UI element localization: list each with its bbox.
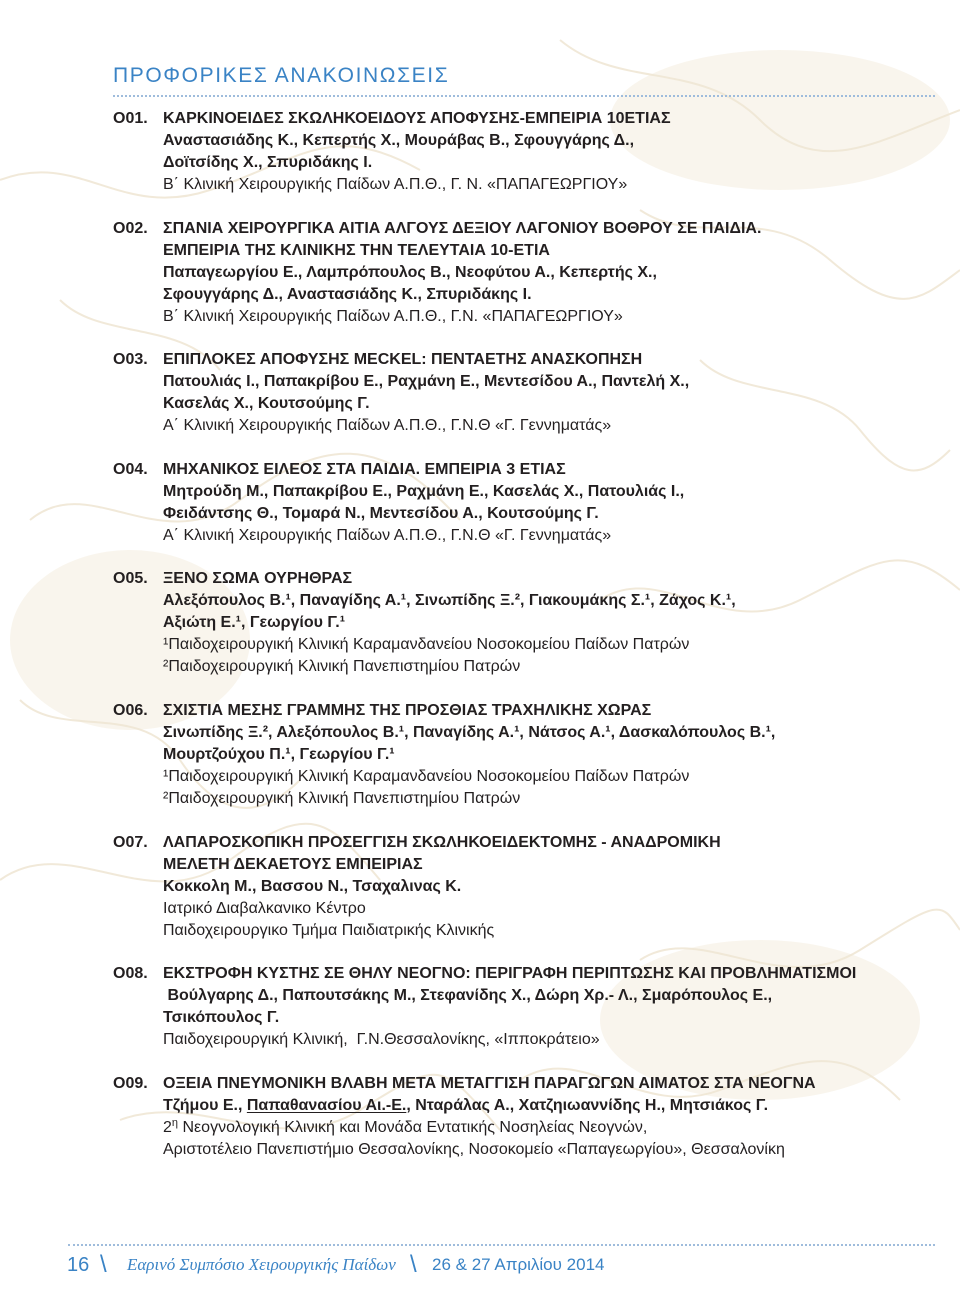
text-segment: Τζήμου Ε., (163, 1096, 247, 1114)
author-line: Αξιώτη Ε.¹, Γεωργίου Γ.¹ (163, 614, 346, 632)
author-line: Φειδάντσης Θ., Τομαρά Ν., Μεντεσίδου Α., Κουτσούμης Γ. (163, 504, 599, 522)
abstract-entry (113, 218, 943, 328)
abstract-entry (113, 349, 943, 437)
abstract-body (163, 108, 943, 196)
abstract-body (163, 349, 943, 437)
header-dotted-rule (113, 95, 935, 97)
section-title: ΠΡΟΦΟΡΙΚΕΣ ΑΝΑΚΟΙΝΩΣΕΙΣ (113, 64, 450, 87)
abstract-title-line: ΜΗΧΑΝΙΚΟΣ ΕΙΛΕΟΣ ΣΤΑ ΠΑΙΔΙΑ. ΕΜΠΕΙΡΙΑ 3 ΕΤΙΑΣ (163, 460, 566, 478)
event-dates: 26 & 27 Απριλίου 2014 (432, 1255, 605, 1274)
author-line: Δοϊτσίδης Χ., Σπυριδάκης Ι. (163, 154, 373, 171)
author-line: Κοκκολη Μ., Βασσου Ν., Τσαχαλινας Κ. (163, 877, 462, 895)
affiliation-line: Ιατρικό Διαβαλκανικο Κέντρο (163, 899, 366, 917)
abstract-body (163, 568, 943, 678)
author-line (163, 1095, 943, 1117)
affiliation-line: Παιδοχειρουργικο Τμήμα Παιδιατρικής Κλινικής (163, 921, 495, 939)
abstract-title-line: ΣΠΑΝΙΑ ΧΕΙΡΟΥΡΓΙΚΑ ΑΙΤΙΑ ΑΛΓΟΥΣ ΔΕΞΙΟΥ ΛΑΓΟΝΙΟΥ ΒΟΘΡΟΥ ΣΕ ΠΑΙΔΙΑ. (163, 219, 762, 237)
abstract-body (163, 218, 943, 328)
abstract-entry (113, 1073, 943, 1161)
abstract-title-line: ΕΚΣΤΡΟΦΗ ΚΥΣΤΗΣ ΣΕ ΘΗΛΥ ΝΕΟΓΝΟ: ΠΕΡΙΓΡΑΦΗ ΠΕΡΙΠΤΩΣΗΣ ΚΑΙ ΠΡΟΒΛΗΜΑΤΙΣΜΟΙ (163, 965, 857, 983)
affiliation-line (163, 1117, 943, 1139)
abstract-entry (113, 963, 943, 1051)
text-segment: Νεογνολογική Κλινική και Μονάδα Εντατικής Νοσηλείας Νεογνών, (178, 1118, 648, 1136)
abstract-code: O03. (113, 351, 148, 369)
author-line: Βούλγαρης Δ., Παπουτσάκης Μ., Στεφανίδης Χ., Δώρη Χρ.- Λ., Σμαρόπουλος Ε., (163, 987, 773, 1005)
author-line: Παπαγεωργίου Ε., Λαμπρόπουλος Β., Νεοφύτου Α., Κεπερτής Χ., (163, 263, 657, 281)
abstract-body (163, 700, 943, 810)
abstract-body (163, 963, 943, 1051)
abstract-entry (113, 568, 943, 678)
abstract-entry (113, 700, 943, 810)
author-line: Μητρούδη Μ., Παπακρίβου Ε., Ραχμάνη Ε., Κασελάς Χ., Πατουλιάς Ι., (163, 482, 685, 500)
abstract-body (163, 1073, 943, 1161)
abstract-code: O02. (113, 219, 148, 237)
affiliation-line: ²Παιδοχειρουργική Κλινική Πανεπιστημίου Πατρών (163, 658, 521, 676)
affiliation-line: ¹Παιδοχειρουργική Κλινική Καραμανδανείου Νοσοκομείου Παίδων Πατρών (163, 636, 690, 654)
abstract-title-line: ΜΕΛΕΤΗ ΔΕΚΑΕΤΟΥΣ ΕΜΠΕΙΡΙΑΣ (163, 855, 423, 873)
affiliation-line: Παιδοχειρουργική Κλινική, Γ.Ν.Θεσσαλονίκης, «Ιπποκράτειο» (163, 1031, 600, 1049)
footer-separator: \ (410, 1251, 417, 1278)
superscript-text: η (171, 1116, 179, 1129)
author-line: Σφουγγάρης Δ., Αναστασιάδης Κ., Σπυριδάκης Ι. (163, 285, 532, 303)
author-line: Αλεξόπουλος Β.¹, Παναγίδης Α.¹, Σινωπίδης Ξ.², Γιακουμάκης Σ.¹, Ζάχος Κ.¹, (163, 592, 736, 610)
abstract-code: O05. (113, 570, 148, 588)
abstract-entry (113, 108, 943, 196)
author-line: Σινωπίδης Ξ.², Αλεξόπουλος Β.¹, Παναγίδης Α.¹, Νάτσος Α.¹, Δασκαλόπουλος Β.¹, (163, 723, 776, 741)
abstract-title-line: ΣΧΙΣΤΙΑ ΜΕΣΗΣ ΓΡΑΜΜΗΣ ΤΗΣ ΠΡΟΣΘΙΑΣ ΤΡΑΧΗΛΙΚΗΣ ΧΩΡΑΣ (163, 701, 652, 719)
affiliation-line: Α΄ Κλινική Χειρουργικής Παίδων Α.Π.Θ., Γ.Ν.Θ «Γ. Γεννηματάς» (163, 526, 612, 544)
author-line: Κασελάς Χ., Κουτσούμης Γ. (163, 395, 370, 413)
event-name: Εαρινό Συμπόσιο Χειρουργικής Παίδων (127, 1255, 396, 1274)
author-line: Αναστασιάδης Κ., Κεπερτής Χ., Μουράβας Β., Σφουγγάρης Δ., (163, 132, 635, 149)
footer-dotted-rule (68, 1244, 935, 1246)
affiliation-line: ²Παιδοχειρουργική Κλινική Πανεπιστημίου Πατρών (163, 789, 521, 807)
abstract-code: O08. (113, 965, 148, 983)
abstract-code: O04. (113, 460, 148, 478)
affiliation-line: ¹Παιδοχειρουργική Κλινική Καραμανδανείου Νοσοκομείου Παίδων Πατρών (163, 767, 690, 785)
abstract-code: O07. (113, 833, 148, 851)
abstract-title-line: ΕΜΠΕΙΡΙΑ ΤΗΣ ΚΛΙΝΙΚΗΣ ΤΗΝ ΤΕΛΕΥΤΑΙΑ 10-ΕΤΙΑ (163, 241, 550, 259)
abstract-code: O09. (113, 1074, 148, 1092)
abstract-entry (113, 459, 943, 547)
author-line: Πατουλιάς Ι., Παπακρίβου Ε., Ραχμάνη Ε., Μεντεσίδου Α., Παντελή Χ., (163, 373, 690, 391)
abstract-code: O01. (113, 110, 148, 127)
abstract-body (163, 459, 943, 547)
affiliation-line: Αριστοτέλειο Πανεπιστήμιο Θεσσαλονίκης, Νοσοκομείο «Παπαγεωργίου», Θεσσαλονίκη (163, 1140, 785, 1158)
text-segment: , Νταράλας Α., Χατζηιωαννίδης Η., Μητσιάκος Γ. (406, 1096, 769, 1114)
underlined-author: Παπαθανασίου Αι.-Ε. (246, 1096, 407, 1114)
abstract-title-line: ΚΑΡΚΙΝΟΕΙΔΕΣ ΣΚΩΛΗΚΟΕΙΔΟΥΣ ΑΠΟΦΥΣΗΣ-ΕΜΠΕΙΡΙΑ 10ΕΤΙΑΣ (163, 110, 671, 127)
affiliation-line: Α΄ Κλινική Χειρουργικής Παίδων Α.Π.Θ., Γ.Ν.Θ «Γ. Γεννηματάς» (163, 417, 612, 435)
author-line: Τσικόπουλος Γ. (163, 1009, 280, 1027)
text-segment: 2 (163, 1118, 172, 1136)
abstract-entry (113, 832, 943, 942)
abstract-code: O06. (113, 701, 148, 719)
affiliation-line: Β΄ Κλινική Χειρουργικής Παίδων Α.Π.Θ., Γ. Ν. «ΠΑΠΑΓΕΩΡΓΙΟΥ» (163, 176, 628, 193)
affiliation-line: Β΄ Κλινική Χειρουργικής Παίδων Α.Π.Θ., Γ.Ν. «ΠΑΠΑΓΕΩΡΓΙΟΥ» (163, 307, 623, 325)
abstract-title-line: ΟΞΕΙΑ ΠΝΕΥΜΟΝΙΚΗ ΒΛΑΒΗ ΜΕΤΑ ΜΕΤΑΓΓΙΣΗ ΠΑΡΑΓΩΓΩΝ ΑΙΜΑΤΟΣ ΣΤΑ ΝΕΟΓΝΑ (163, 1074, 816, 1092)
page-number: 16 (67, 1254, 90, 1276)
abstract-list (113, 108, 943, 1182)
abstract-title-line: ΛΑΠΑΡΟΣΚΟΠΙΚΗ ΠΡΟΣΕΓΓΙΣΗ ΣΚΩΛΗΚΟΕΙΔΕΚΤΟΜΗΣ - ΑΝΑΔΡΟΜΙΚΗ (163, 833, 721, 851)
abstract-body (163, 832, 943, 942)
author-line: Μουρτζούχου Π.¹, Γεωργίου Γ.¹ (163, 745, 395, 763)
footer-separator: \ (100, 1251, 107, 1278)
abstract-title-line: ΞΕΝΟ ΣΩΜΑ ΟΥΡΗΘΡΑΣ (163, 570, 353, 588)
abstract-title-line: ΕΠΙΠΛΟΚΕΣ ΑΠΟΦΥΣΗΣ MECKEL: ΠΕΝΤΑΕΤΗΣ ΑΝΑΣΚΟΠΗΣΗ (163, 351, 643, 369)
